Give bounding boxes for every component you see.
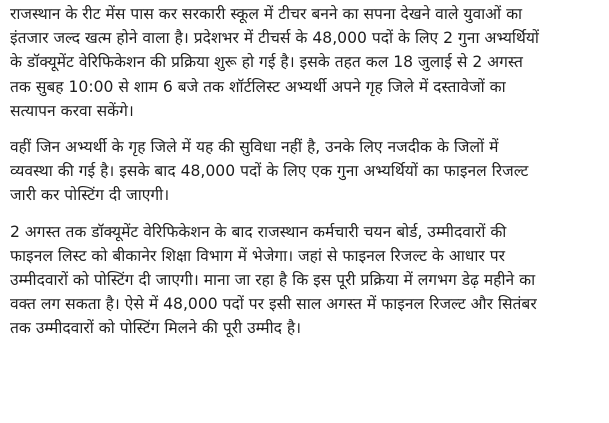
paragraph-line: फाइनल लिस्ट को बीकानेर शिक्षा विभाग में भेजेगा। जहां से फाइनल रिजल्ट के आधार पर <box>10 246 505 265</box>
paragraph-document-verification <box>10 2 599 123</box>
paragraph-line: 2 अगस्त तक डॉक्यूमेंट वेरिफिकेशन के बाद राजस्थान कर्मचारी चयन बोर्ड, उम्मीदवारों की <box>10 222 507 241</box>
paragraph-line: वक्त लग सकता है। ऐसे में 48,000 पदों पर इसी साल अगस्त में फाइनल रिजल्ट और सितंबर <box>10 295 537 314</box>
paragraph-line: तक उम्मीदवारों को पोस्टिंग मिलने की पूरी उम्मीद है। <box>10 319 302 338</box>
paragraph-line: इंतजार जल्द खत्म होने वाला है। प्रदेशभर में टीचर्स के 48,000 पदों के लिए 2 गुना अभ्यर्थियों <box>10 29 539 48</box>
paragraph-line: सत्यापन करवा सकेंगे। <box>10 101 134 120</box>
paragraph-line: तक सुबह 10:00 से शाम 6 बजे तक शॉर्टलिस्ट अभ्यर्थी अपने गृह जिले में दस्तावेजों का <box>10 77 506 96</box>
paragraph-final-list-posting <box>10 220 599 341</box>
paragraph-line: वहीं जिन अभ्यर्थी के गृह जिले में यह की सुविधा नहीं है, उनके लिए नजदीक के जिलों में <box>10 138 499 157</box>
paragraph-line: राजस्थान के रीट मेंस पास कर सरकारी स्कूल में टीचर बनने का सपना देखने वाले युवाओं का <box>10 5 523 23</box>
paragraph-line: उम्मीदवारों को पोस्टिंग दी जाएगी। माना जा रहा है कि इस पूरी प्रक्रिया में लगभग डेढ़ महीने का <box>10 271 536 290</box>
paragraph-nearby-district-arrangement <box>10 135 599 208</box>
paragraph-line: के डॉक्यूमेंट वेरिफिकेशन की प्रक्रिया शुरू हो गई है। इसके तहत कल 18 जुलाई से 2 अगस्त <box>10 53 523 72</box>
paragraph-line: जारी कर पोस्टिंग दी जाएगी। <box>10 186 170 205</box>
paragraph-line: व्यवस्था की गई है। इसके बाद 48,000 पदों के लिए एक गुना अभ्यर्थियों का फाइनल रिजल्ट <box>10 162 529 181</box>
